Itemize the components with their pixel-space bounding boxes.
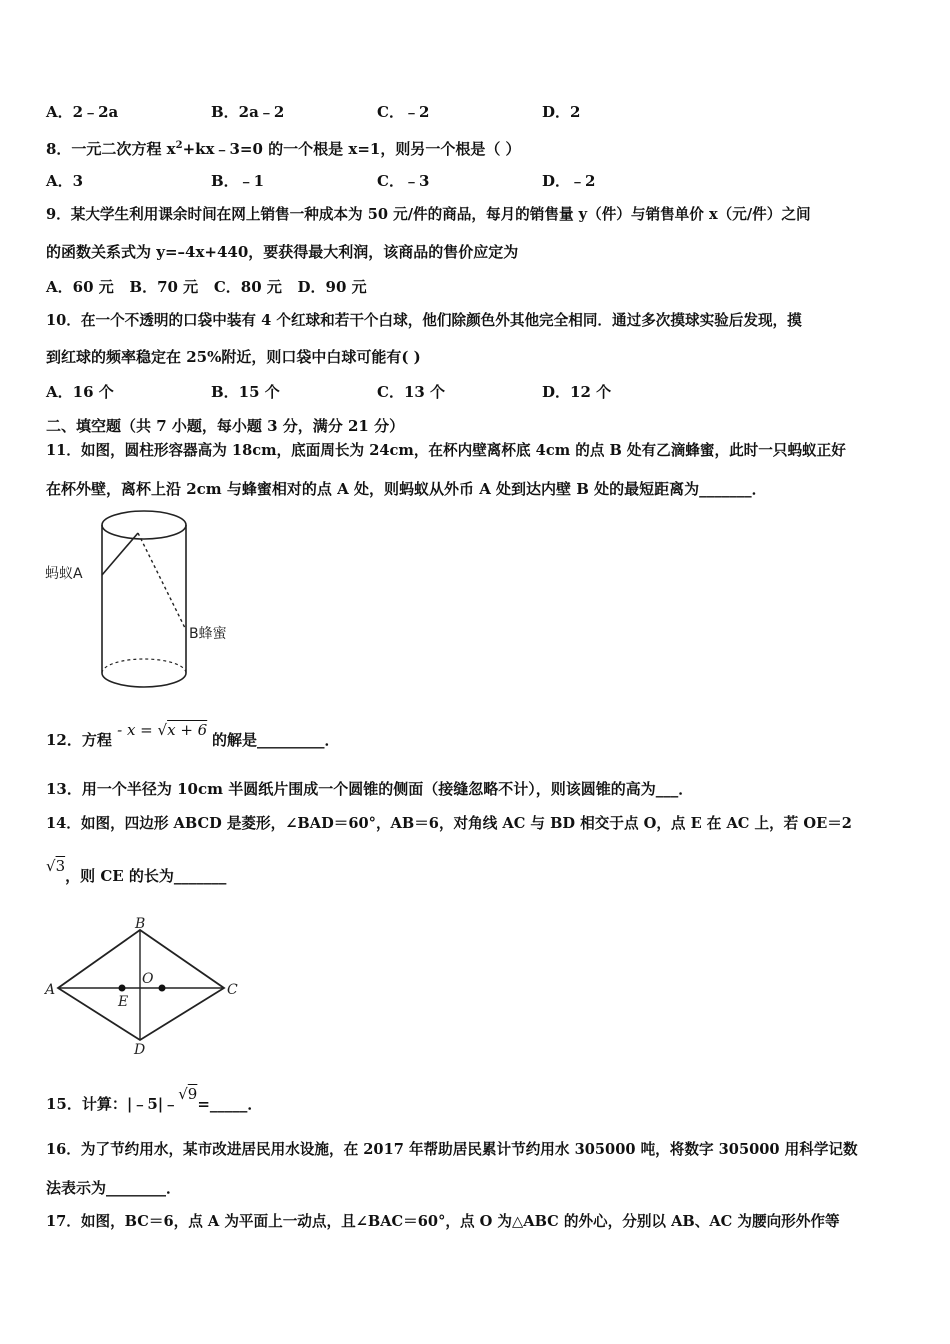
q8-suffix: +kx﹣3=0 的一个根是 x=1，则另一个根是（ ） [182,140,521,158]
label-d: D [134,1042,146,1058]
cylinder-top [102,511,186,539]
q7-options [46,102,926,122]
q7-option-d: D．2 [542,103,581,121]
q11-line1: 11．如图，圆柱形容器高为 18cm，底面周长为 24cm，在杯内壁离杯底 4cm 的点 B 处有乙滴蜂蜜，此时一只蚂蚁正好 [46,442,846,459]
q14-line1: 14．如图，四边形 ABCD 是菱形，∠BAD＝60°，AB＝6，对角线 AC 与 BD 相交于点 O，点 E 在 AC 上，若 OE＝2 [46,815,852,832]
q7-option-b: B．2a﹣2 [211,103,285,121]
q12-eq-radicand: x + 6 [167,721,208,739]
q7-option-a: A．2﹣2a [46,103,119,121]
q11-line2: 在杯外壁，离杯上沿 2cm 与蜂蜜相对的点 A 处，则蚂蚁从外币 A 处到达内壁 B 处的最短距离为_______． [46,480,767,498]
q12-stem [46,721,340,760]
point-o-dot [159,985,166,992]
sqrt-icon: √ [178,1085,188,1103]
q12-eq-left: - x = [117,721,153,739]
q9-line2: 的函数关系式为 y=–4x+440，要获得最大利润，该商品的售价应定为 [46,243,519,261]
q8-option-b: B．﹣1 [211,172,265,190]
q15-prefix: 15．计算：|﹣5|﹣ [46,1095,179,1113]
q12-suffix: 的解是_________． [211,731,340,749]
q10-options [46,382,926,402]
q7-option-c: C．﹣2 [377,103,430,121]
q16-line2: 法表示为________． [46,1179,182,1197]
q12-prefix: 12．方程 [46,731,112,749]
q8-prefix: 8．一元二次方程 x [46,140,176,158]
label-honey-b: B蜂蜜 [189,626,227,642]
label-b: B [135,916,146,932]
q10-option-c: C．13 个 [377,383,446,401]
q14-line2 [46,857,227,898]
q8-superscript: 2 [175,140,183,151]
label-ant-a: 蚂蚁A [45,566,83,582]
cylinder-bottom-front [102,673,186,687]
point-e [119,985,126,992]
q10-line1: 10．在一个不透明的口袋中装有 4 个红球和若干个白球，他们除颜色外其他完全相同．通过多次摸球实验后发现，摸 [46,312,802,329]
q10-line2: 到红球的频率稳定在 25%附近，则口袋中白球可能有( ) [46,348,421,366]
q8-option-a: A．3 [46,172,84,190]
label-a: A [45,982,56,998]
q15-suffix: =_____． [197,1095,263,1113]
rhombus-figure [44,916,246,1058]
q15-radical [178,1085,197,1103]
q16-line1: 16．为了节约用水，某市改进居民用水设施，在 2017 年帮助居民累计节约用水 305000 吨，将数字 305000 用科学记数 [46,1141,858,1158]
q9-line1: 9．某大学生利用课余时间在网上销售一种成本为 50 元/件的商品，每月的销售量 y（件）与销售单价 x（元/件）之间 [46,206,811,223]
label-e: E [118,994,129,1010]
q13-stem: 13．用一个半径为 10cm 半圆纸片围成一个圆锥的侧面（接缝忽略不计），则该圆锥的高为___． [46,780,694,798]
cylinder-figure [44,505,244,695]
q8-stem [46,136,521,159]
q14-suffix: ，则 CE 的长为_______ [65,867,227,885]
q8-option-d: D．﹣2 [542,172,596,190]
sqrt-icon: √ [157,721,168,739]
sqrt-icon: √ [46,857,56,875]
q10-option-b: B．15 个 [211,383,280,401]
q10-option-a: A．16 个 [46,383,114,401]
q8-option-c: C．﹣3 [377,172,430,190]
q17-line1: 17．如图，BC＝6，点 A 为平面上一动点，且∠BAC＝60°，点 O 为△ABC 的外心，分别以 AB、AC 为腰向形外作等 [46,1213,840,1230]
ant-path-outer [102,533,138,575]
rhombus-abcd [58,930,224,1040]
q10-option-d: D．12 个 [542,383,612,401]
label-o: O [142,971,154,987]
ant-path-inner [138,533,186,630]
q14-radical [46,857,65,875]
q8-options [46,171,926,191]
cylinder-bottom-back [102,659,186,673]
q15-radicand: 9 [187,1085,198,1103]
q14-radicand: 3 [55,857,66,875]
q9-options: A．60 元 B．70 元 C．80 元 D．90 元 [46,278,367,296]
label-c: C [227,982,238,998]
q12-equation [117,721,212,739]
section-heading: 二、填空题（共 7 小题，每小题 3 分，满分 21 分） [46,417,405,435]
q15-stem [46,1085,263,1124]
